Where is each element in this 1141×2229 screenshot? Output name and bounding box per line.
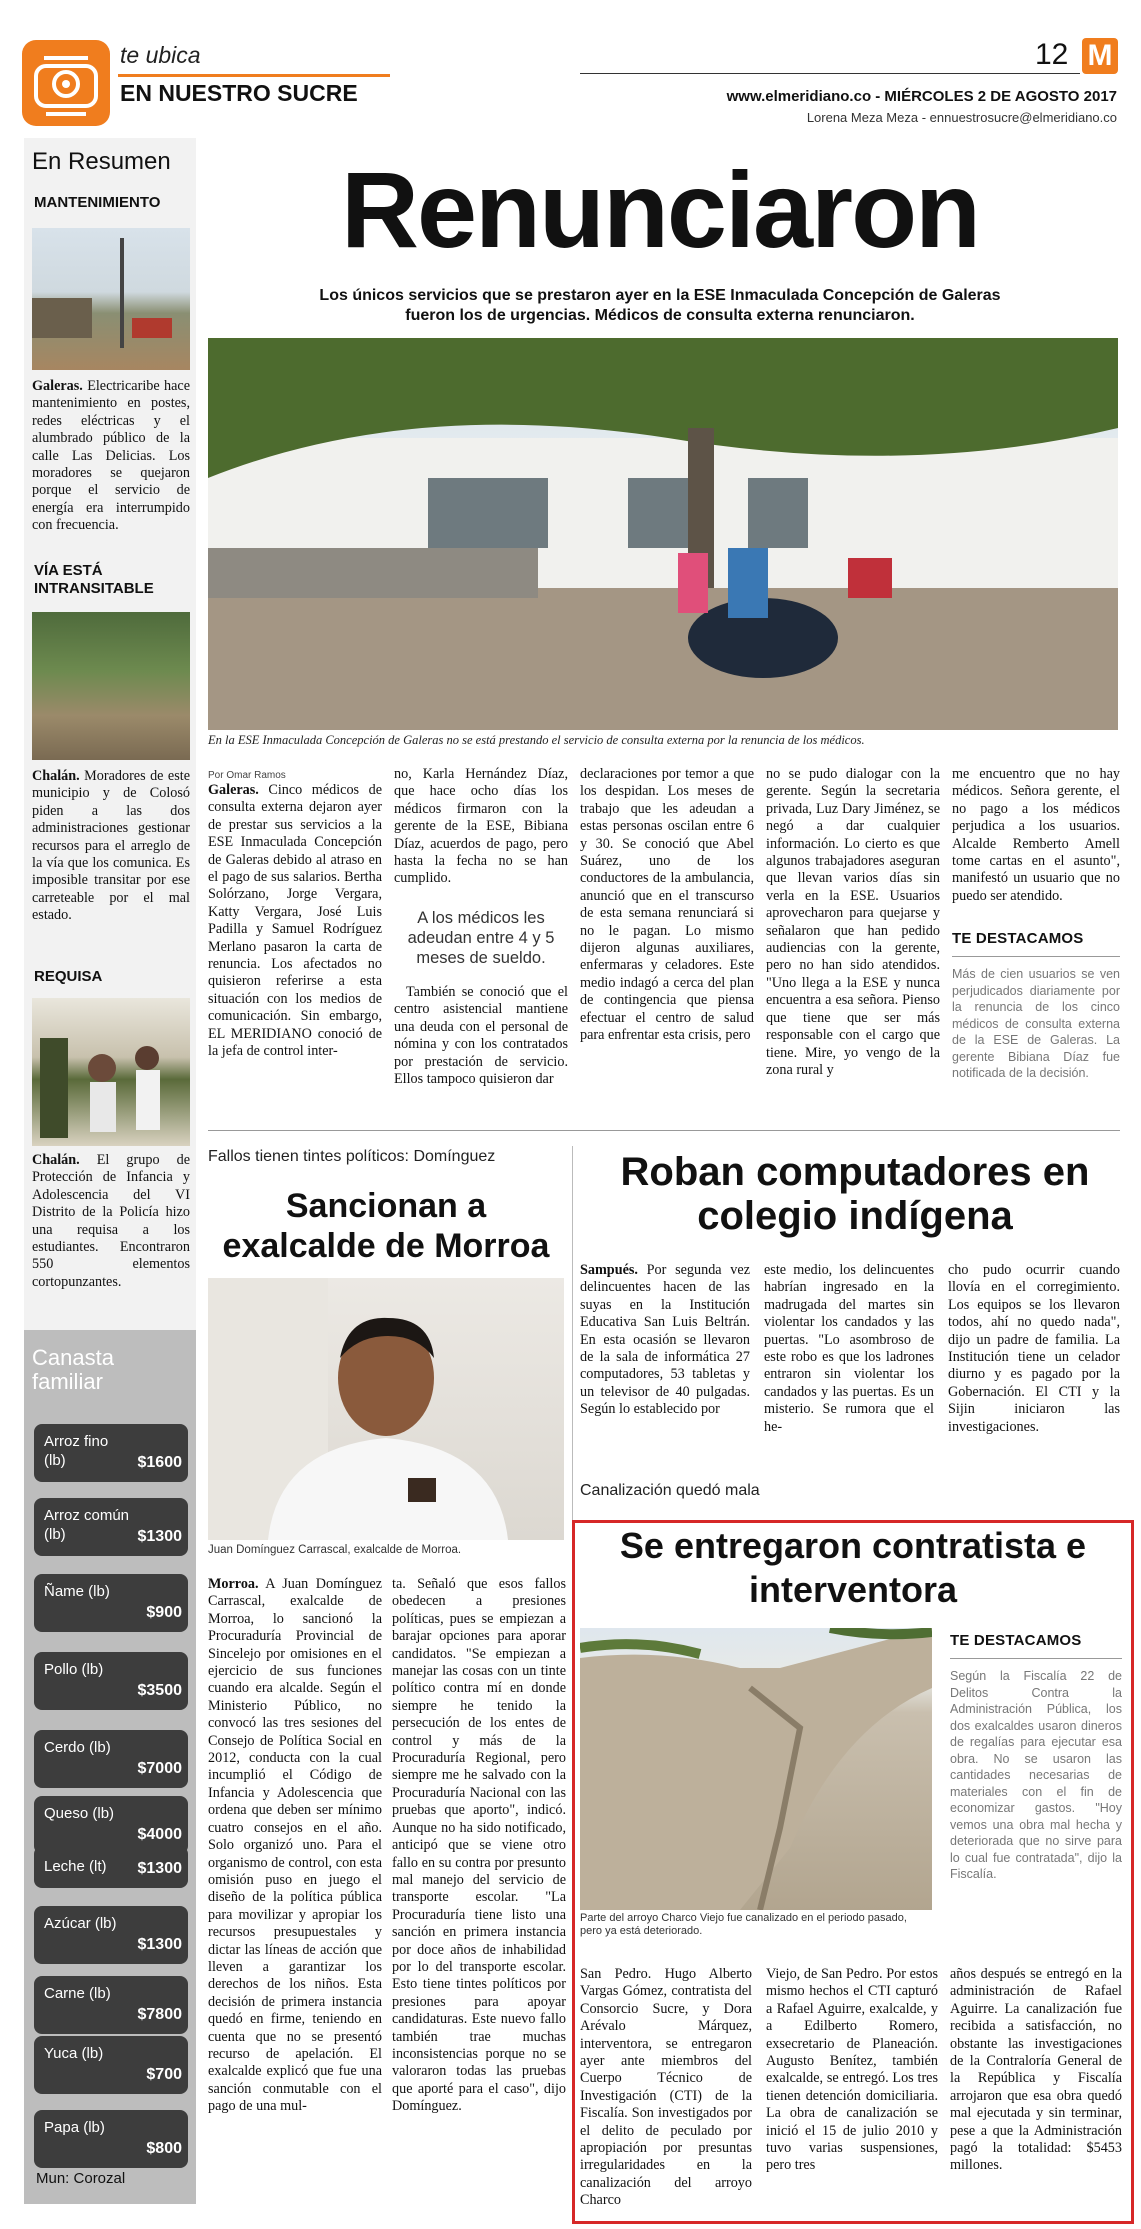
charco-col-2: Viejo, de San Pedro. Por estos mismo hechos el CTI capturó a Rafael Aguirre, exalcalde, y a Edilberto Romero, exsecretario de Planeación. Augusto Benítez, también exalcalde, se entregó. Los tres tienen detención domiciliaria. La obra de canalización se inició el 15 de julio 2010 y tuvo varias suspensiones, pero tres — [766, 1966, 938, 2174]
sidebar-title: En Resumen — [32, 148, 171, 175]
robo-col-1: Sampués. Por segunda vez delincuentes hacen de las suyas en la Institución Educativa San Luis Beltrán. En esta ocasión se llevaron de la sala de informática 27 computadores, 53 tabletas y un televisor de 40 pulgadas. Según lo establecido por — [580, 1262, 750, 1418]
resumen-heading-1: MANTENIMIENTO — [34, 194, 161, 211]
main-col-3: declaraciones por temor a que los despidan. Los meses de trabajo que les adeudan a estas personas oscilan entre 6 y 30. Se conoció que Abel Suárez, uno de los conductores de la ambulancia, anunció que en el transcurso de esta semana renunciará si no le pagan. Lo mismo dijeron algunas auxiliares, enfermaras y celadores. Este medio indagó a cerca del plan de contingencia que piensa efectuar el centro de salud para enfrentar esta crisis, pero — [580, 766, 754, 1044]
resumen-photo-3 — [32, 998, 190, 1146]
charco-col-1: San Pedro. Hugo Alberto Vargas Gómez, contratista del Consorcio Sucre, y Dora Arévalo Márquez, interventora, se entregaron ayer ante miembros del Cuerpo Técnico de Investigación (CTI) de la Fiscalía. Son investigados por el delito de peculado por apropiación por presuntas irregularidades en la canalización del arroyo Charco — [580, 1966, 752, 2209]
main-deck: Los únicos servicios que se prestaron ayer en la ESE Inmaculada Concepción de Galeras fueron los de urgencias. Médicos de consulta externa renunciaron. — [319, 287, 1001, 324]
charco-photo — [580, 1628, 932, 1910]
main-col-2a: no, Karla Hernández Díaz, que hace ocho días los médicos firmaron con la gerente de la ESE, Bibiana Díaz, acuerdos de pago, pero hasta la fecha no se han cumplido. — [394, 766, 568, 887]
price-item: Leche (lt) $1300 — [34, 1846, 188, 1888]
resumen-text-3: Chalán. El grupo de Protección de Infancia y Adolescencia del VI Distrito de la Policía hizo una requisa a los estudiantes. Encontraron 550 elementos cortopunzantes. — [32, 1152, 190, 1290]
morroa-col-2: ta. Señaló que esos fallos obedecen a presiones políticas, pues se empiezan a barajar opciones para aporar candidatos. "Se empiezan a manejar las cosas con un tinte político contra mí en donde siempre he tenido la persecución de los entes de control y más de la Procuraduría Regional, pero siempre me he salvado con la Procuraduría Nacional con las pruebas que aporto", indicó. Aunque no ha sido notificado, anticipó que se viene otro fallo en su contra por presunto mal manejo del servicio de transporte escolar. "La Procuraduría tiene listo una sanción en primera instancia por doce años de inhabilidad por lo del transporte escolar. Esto tiene tintes políticos por presiones para apoyar candidaturas. Este nuevo fallo también trae muchas inconsistencias porque no se valoraron todas las pruebas que aporté para el caso", dijo Domínguez. — [392, 1576, 566, 2115]
charco-col-3: años después se entregó en la administración de Rafael Aguirre. La canalización fue recibida a satisfacción, no obstante las investigaciones de la Contraloría General de la República y Fiscalía arrojaron que esa obra quedó mal ejecutada y sin terminar, pese a que la Administración pagó la totalidad: $5453 millones. — [950, 1966, 1122, 2174]
price-item: Queso (lb) $4000 — [34, 1796, 188, 1854]
main-photo — [208, 338, 1118, 730]
highlight-rule — [952, 956, 1120, 957]
section-divider — [208, 1130, 1120, 1131]
orange-rule — [118, 74, 390, 77]
byline: Por Omar Ramos — [208, 770, 286, 781]
morroa-photo — [208, 1278, 564, 1540]
main-col-1: Galeras. Cinco médicos de consulta externa dejaron ayer de prestar sus servicios a la ESE Inmaculada Concepción de Galeras debido al atraso en el pago de sus salarios. Bertha Solórzano, Jorge Vergara, Katty Vergara, José Luis Padilla y Samuel Rodríguez Merlano pasaron la carta de renuncia. Los afectados no quisieron referirse a esta situación con los medios de comunicación. Sin embargo, EL MERIDIANO conoció de la jefa de control inter- — [208, 782, 382, 1060]
highlight-title: TE DESTACAMOS — [952, 930, 1084, 947]
main-col-5: me encuentro que no hay médicos. Señora gerente, el no pago a los médicos perjudica a los usuarios. Alcalde Remberto Amell tome cartas en el asunto", manifestó un usuario que no puedo ser atendido. — [952, 766, 1120, 904]
resumen-text-2: Chalán. Moradores de este municipio y de Colosó piden a las dos administraciones gestionar recursos para el arreglo de la vía que los comunica. Es imposible transitar por ese carreteable por el mal estado. — [32, 768, 190, 924]
resumen-heading-3: REQUISA — [34, 968, 103, 985]
charco-photo-caption: Parte del arroyo Charco Viejo fue canalizado en el periodo pasado, pero ya está deteriorado. — [580, 1912, 907, 1937]
robo-headline: Roban computadores en colegio indígena — [620, 1150, 1090, 1238]
price-item: Arroz común (lb) $1300 — [34, 1498, 188, 1556]
resumen-photo-1 — [32, 228, 190, 370]
map-pin-icon — [22, 40, 110, 126]
pull-quote: A los médicos les adeudan entre 4 y 5 meses de sueldo. — [407, 909, 555, 967]
author-email: Lorena Meza Meza - ennuestrosucre@elmeridiano.co — [806, 110, 1117, 125]
resumen-text-1: Galeras. Electricaribe hace mantenimiento en postes, redes eléctricas y el alumbrado público de la calle Las Delicias. Los moradores se quejaron porque el servicio de energía era interrumpido con frecuencia. — [32, 378, 190, 534]
price-item: Carne (lb) $7800 — [34, 1976, 188, 2034]
charco-headline: Se entregaron contratista e interventora — [619, 1525, 1087, 1610]
price-item: Pollo (lb) $3500 — [34, 1652, 188, 1710]
price-item: Yuca (lb) $700 — [34, 2036, 188, 2094]
robo-col-3: cho pudo ocurrir cuando llovía en el corregimiento. Los equipos se los llevaron todos, ahí no quedo nada", dijo un padre de familia. La Institución tiene un celador diurno y es pagado por la Gobernación. El CTI y la Sijin iniciaron las investigaciones. — [948, 1262, 1120, 1435]
section-name: EN NUESTRO SUCRE — [120, 80, 358, 106]
morroa-col-1: Morroa. A Juan Domínguez Carrascal, exalcalde de Morroa, lo sancionó la Procuraduría Provincial de Sincelejo por omisiones en el ejercicio de sus funciones cuando era alcalde. Según el Ministerio Público, no convocó las tres sesiones del Consejo de Política Social en 2012, conducta con la cual incumplió el Código de Infancia y Adolescencia que ordena que deben ser mínimo cuatro consejos en el año. Solo organizó uno. Para el organismo de control, con esta omisión puso en juego el diseño de la política pública para movilizar y apropiar los recursos presupuestales y dictar las líneas de acción que lleven a garantizar los derechos de los niños. Esta decisión de primera instancia quedó en firme, teniendo en cuenta que no se presentó recurso de apelación. El exalcalde explicó que fue una sanción conmutable con el pago de una mul- — [208, 1576, 382, 2115]
municipality: Mun: Corozal — [36, 2170, 126, 2187]
section-logo — [22, 40, 110, 126]
charco-highlight-text: Según la Fiscalía 22 de Delitos Contra la Administración Pública, los dos exalcaldes usaron dineros de regalías para ejecutar esa obra. No se usaron las cantidades necesarias de materiales con el fin de economizar gastos. "Hoy vemos una obra mal hecha y deteriorada que no sirve para lo cual fue contratada", dijo la Fiscalía. — [950, 1669, 1122, 1881]
price-item: Papa (lb) $800 — [34, 2110, 188, 2168]
morroa-headline: Sancionan a exalcalde de Morroa — [222, 1187, 550, 1265]
main-col-2b: También se conoció que el centro asistencial mantiene una deuda con el personal de nómina y con los contratados por prestación de servicio. Ellos tampoco quisieron dar — [394, 984, 568, 1088]
brand-logo: M — [1082, 38, 1118, 74]
page-number: 12 — [1035, 38, 1069, 71]
main-headline: Renunciaron — [340, 149, 980, 270]
main-photo-caption: En la ESE Inmaculada Concepción de Galeras no se está prestando el servicio de consulta externa por la renuncia de los médicos. — [208, 733, 865, 747]
highlight-text: Más de cien usuarios se ven perjudicados diariamente por la renuncia de los cinco médicos de consulta externa de la ESE de Galeras. La gerente Bibiana Díaz fue notificada de la decisión. — [952, 967, 1120, 1080]
canasta-title: Canasta familiar — [32, 1345, 114, 1394]
charco-highlight-rule — [950, 1658, 1122, 1659]
charco-kicker: Canalización quedó mala — [580, 1482, 760, 1499]
price-item: Cerdo (lb) $7000 — [34, 1730, 188, 1788]
main-col-4: no se pudo dialogar con la gerente. Según la secretaria privada, Luz Dary Jiménez, se negó a dar cualquier información. Lo cierto es que algunos trabajadores aseguran que llevan varios días sin verla en la ESE. Usuarios aprovecharon para quejarse y señalaron que han pedido audiencias con la gerente, pero no han sido atendidos. "Uno llega a la ESE y nunca encuentra a esa señora. Pienso que tiene que ser más responsable con el cargo que tiene. Mire, yo vengo de la zona rural y — [766, 766, 940, 1078]
resumen-photo-2 — [32, 612, 190, 760]
charco-highlight-title: TE DESTACAMOS — [950, 1632, 1082, 1649]
morroa-photo-caption: Juan Domínguez Carrascal, exalcalde de Morroa. — [208, 1544, 462, 1556]
header-rule — [580, 73, 1080, 74]
robo-col-2: este medio, los delincuentes habrían ingresado en la madrugada del martes sin violentar los candados y las puertas. "Lo asombroso de este robo es que los ladrones entraron sin violentar los candados y las puertas. Es un misterio. Se rumora que el he- — [764, 1262, 934, 1435]
resumen-heading-2: VÍA ESTÁ INTRANSITABLE — [34, 562, 154, 597]
site-date: www.elmeridiano.co - MIÉRCOLES 2 DE AGOSTO 2017 — [726, 88, 1117, 105]
morroa-kicker: Fallos tienen tintes políticos: Domínguez — [208, 1148, 496, 1165]
section-tag: te ubica — [120, 42, 201, 68]
price-item: Ñame (lb) $900 — [34, 1574, 188, 1632]
price-item: Azúcar (lb) $1300 — [34, 1906, 188, 1964]
price-item: Arroz fino (lb) $1600 — [34, 1424, 188, 1482]
